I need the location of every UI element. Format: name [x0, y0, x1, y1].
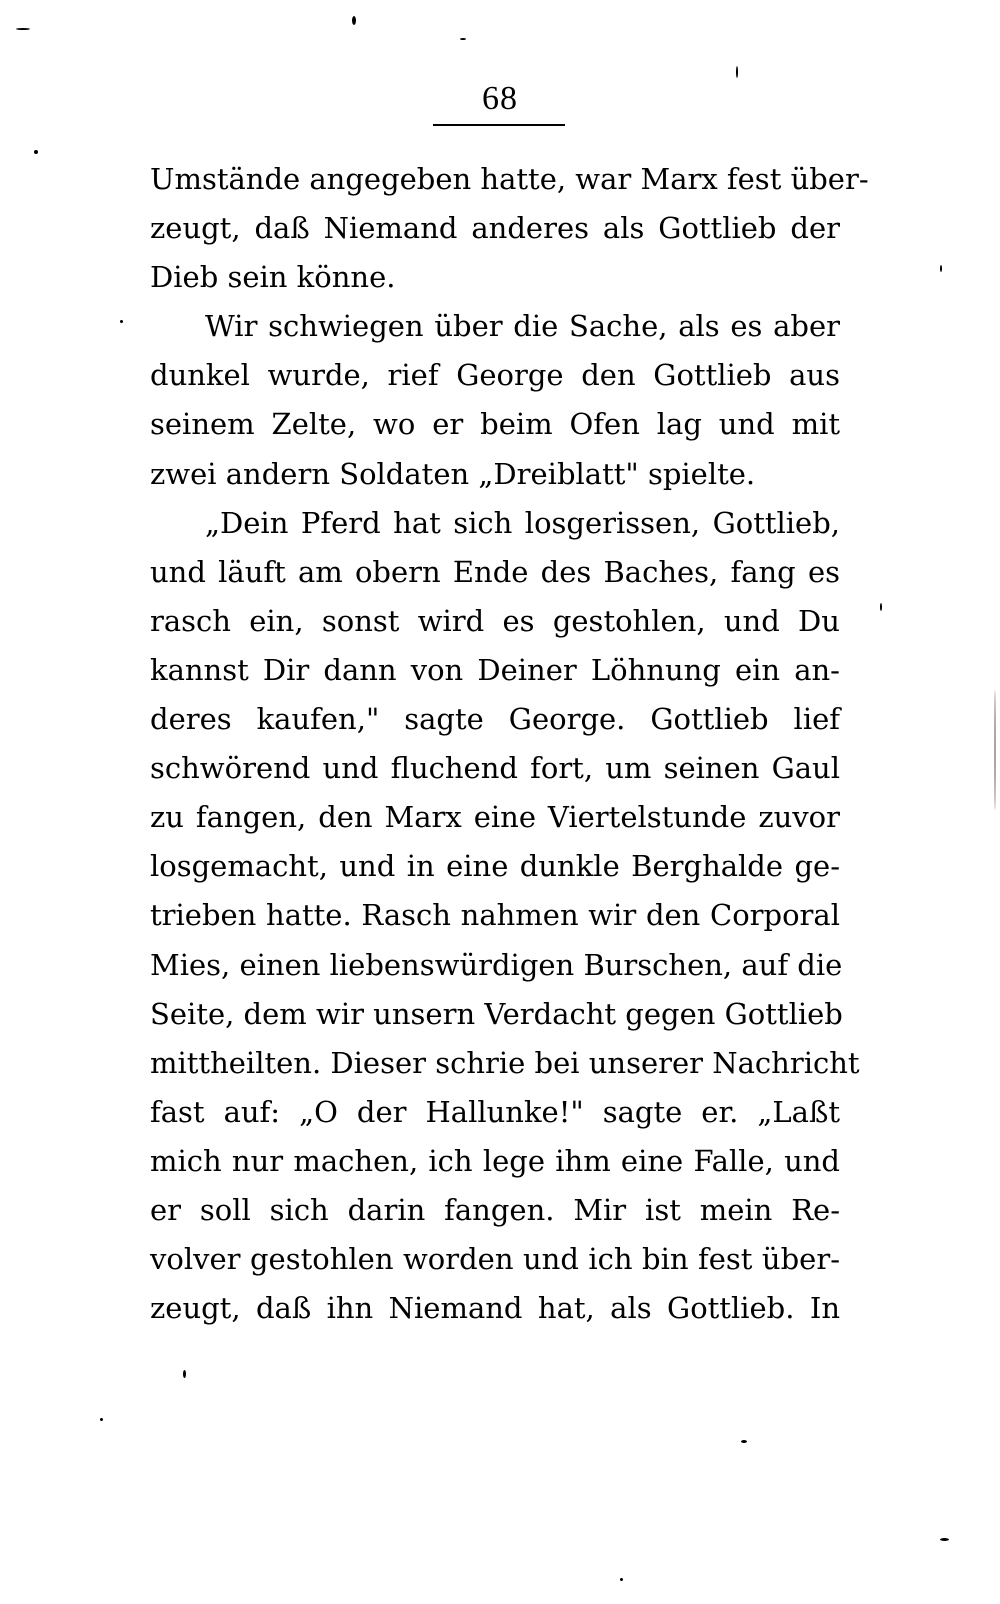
scan-speck	[120, 320, 123, 323]
text-line: rasch ein, sonst wird es gestohlen, und Du	[150, 603, 840, 638]
text-line: zu fangen, den Marx eine Viertelstunde zuvor	[150, 800, 840, 835]
scan-speck	[183, 1370, 186, 1378]
text-line: zeugt, daß Niemand anderes als Gottlieb der	[150, 211, 840, 246]
scan-speck	[736, 66, 738, 78]
text-line: Dieb sein könne.	[150, 260, 396, 295]
text-line: mittheilten. Dieser schrie bei unserer Nachricht	[150, 1045, 860, 1080]
text-line: Umstände angegeben hatte, war Marx fest über-	[150, 162, 869, 196]
text-line: und läuft am obern Ende des Baches, fang es	[150, 554, 840, 589]
text-line: fast auf: „O der Hallunke!" sagte er. „Laßt	[150, 1094, 840, 1129]
text-line: mich nur machen, ich lege ihm eine Falle, und	[150, 1143, 840, 1178]
text-line: zeugt, daß ihn Niemand hat, als Gottlieb. In	[150, 1291, 840, 1326]
text-line: dunkel wurde, rief George den Gottlieb aus	[150, 358, 840, 393]
text-line: trieben hatte. Rasch nahmen wir den Corporal	[150, 898, 840, 933]
text-line: zwei andern Soldaten „Dreiblatt" spielte.	[150, 456, 756, 491]
text-line: volver gestohlen worden und ich bin fest über-	[150, 1242, 840, 1277]
body-text	[150, 155, 869, 1333]
scan-speck	[100, 1418, 103, 1421]
scan-speck	[940, 1538, 949, 1541]
scan-speck	[880, 603, 882, 611]
header-rule	[433, 124, 565, 126]
text-line: losgemacht, und in eine dunkle Berghalde ge-	[150, 849, 840, 884]
text-line: deres kaufen," sagte George. Gottlieb lief	[150, 702, 840, 737]
scan-speck	[741, 1440, 747, 1443]
scan-speck	[994, 690, 996, 810]
scan-speck	[460, 38, 466, 40]
text-line: er soll sich darin fangen. Mir ist mein Re-	[150, 1192, 840, 1227]
text-line: schwörend und fluchend fort, um seinen Gaul	[150, 751, 840, 786]
scan-speck	[940, 265, 942, 272]
scan-speck	[352, 16, 356, 25]
scan-speck	[16, 28, 30, 30]
text-line: kannst Dir dann von Deiner Löhnung ein an-	[150, 652, 840, 687]
text-line: seinem Zelte, wo er beim Ofen lag und mit	[150, 407, 840, 442]
text-line: „Dein Pferd hat sich losgerissen, Gottlieb,	[205, 505, 840, 540]
text-line: Mies, einen liebenswürdigen Burschen, auf die	[150, 947, 843, 982]
text-line: Wir schwiegen über die Sache, als es aber	[205, 309, 840, 344]
text-line: Seite, dem wir unsern Verdacht gegen Gottlieb	[150, 996, 843, 1031]
scan-speck	[620, 1578, 623, 1581]
page-number: 68	[482, 80, 518, 117]
scan-speck	[34, 150, 38, 154]
